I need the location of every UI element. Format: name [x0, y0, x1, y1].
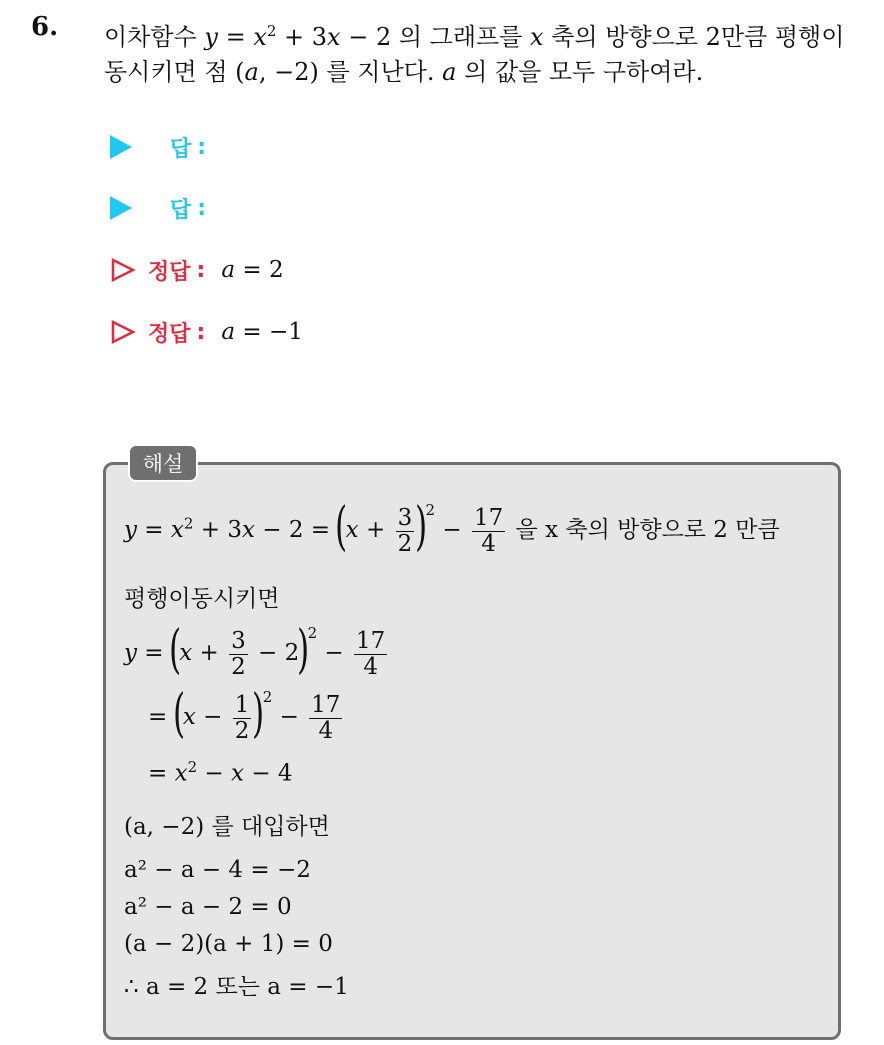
- answer-colon: :: [197, 134, 207, 160]
- outline-triangle-icon: [110, 257, 136, 283]
- play-triangle-icon: [110, 196, 132, 220]
- solution-line-9: (a − 2)(a + 1) = 0: [124, 931, 333, 957]
- answer-label: 답: [170, 197, 192, 223]
- correct-answer-value: a = −1: [221, 319, 303, 345]
- solution-line-5: = $x^2 - x - 4$: [148, 758, 293, 787]
- answer-row-1[interactable]: [110, 132, 206, 162]
- outline-triangle-icon: [110, 319, 136, 345]
- question-line-2: 동시키면 점 (a, −2) 를 지난다. a 의 값을 모두 구하여라.: [104, 58, 704, 86]
- solution-line-10: ∴ a = 2 또는 a = −1: [124, 974, 349, 1000]
- solution-line-3: y = (x + $\frac{3}{2}$ − 2)$^2$ − $\frac{17}{4}$: [124, 620, 386, 680]
- question-line-1: 이차함수 $y = x^2 + 3x - 2$ 의 그래프를 x 축의 방향으로 2만큼 평행이: [104, 22, 845, 51]
- solution-line-1: $y = x^2 + 3x - 2 = (x$ + $\frac{3}{2}$ )$^2$ − $\frac{17}{4}$ 을 x 축의 방향으로 2 만큼: [124, 497, 780, 557]
- question-number: 6.: [31, 12, 59, 42]
- correct-answer-value: a = 2: [221, 257, 284, 283]
- answer-colon: :: [197, 195, 207, 221]
- solution-line-7: a² − a − 4 = −2: [124, 857, 311, 883]
- play-triangle-icon: [110, 135, 132, 159]
- solution-line-6: (a, −2) 를 대입하면: [124, 814, 330, 840]
- solution-tag: 해설: [128, 444, 198, 482]
- correct-answer-label: 정답: [148, 321, 191, 347]
- correct-colon: :: [196, 257, 206, 283]
- solution-line-2: 평행이동시키면: [124, 586, 280, 612]
- correct-answer-row-1: [110, 255, 284, 285]
- correct-answer-row-2: [110, 317, 303, 347]
- correct-colon: :: [196, 319, 206, 345]
- answer-row-2[interactable]: [110, 193, 206, 223]
- answer-label: 답: [170, 136, 192, 162]
- solution-line-8: a² − a − 2 = 0: [124, 894, 292, 920]
- correct-answer-label: 정답: [148, 259, 191, 285]
- solution-line-4: = (x − $\frac{1}{2}$ )$^2$ − $\frac{17}{4}$: [148, 684, 341, 744]
